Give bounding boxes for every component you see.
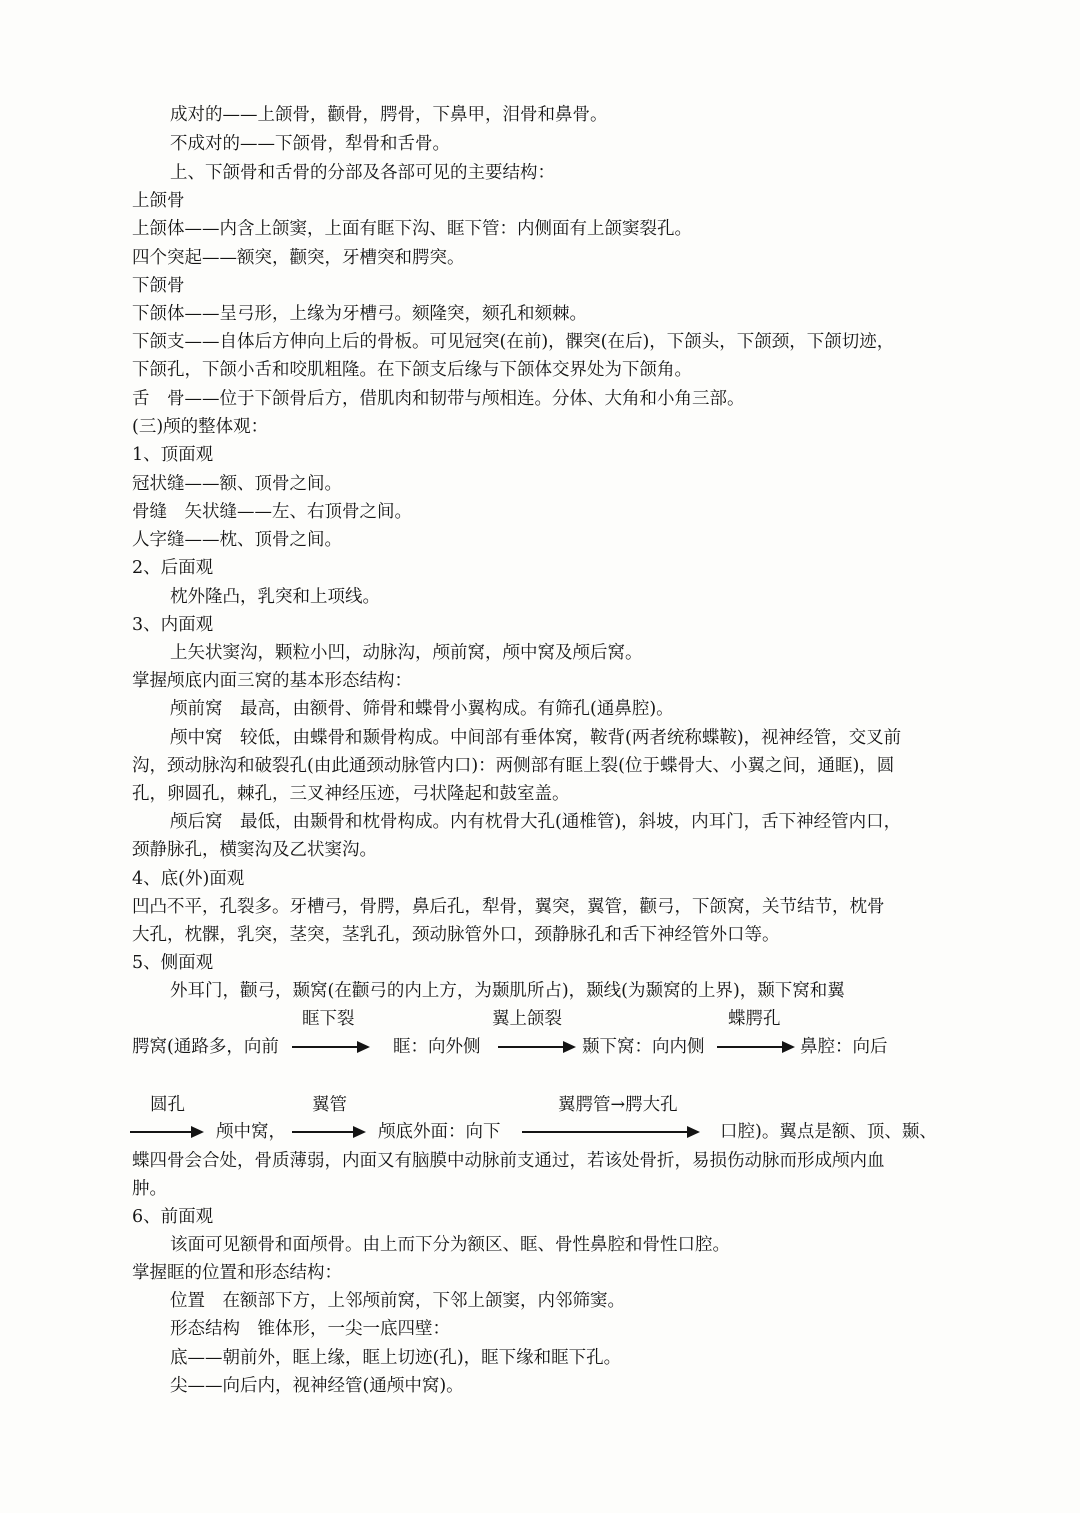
text-line: 上矢状窦沟，颗粒小凹，动脉沟，颅前窝，颅中窝及颅后窝。 xyxy=(170,643,643,663)
text-line: 该面可见额骨和面颅骨。由上而下分为额区、眶、骨性鼻腔和骨性口腔。 xyxy=(170,1235,730,1255)
arrow-label: 翼上颌裂 xyxy=(492,1009,562,1029)
text-line: 颅中窝 较低，由蝶骨和颞骨构成。中间部有垂体窝，鞍背(两者统称蝶鞍)，视神经管，交叉前 xyxy=(170,728,902,748)
text-line: 底——朝前外，眶上缘，眶上切迹(孔)，眶下缘和眶下孔。 xyxy=(170,1348,622,1368)
text-line: 颞下窝：向内侧 xyxy=(582,1037,705,1057)
section-heading: 1、顶面观 xyxy=(132,445,214,465)
arrow-label: 蝶腭孔 xyxy=(728,1009,781,1029)
text-line: 位置 在额部下方，上邻颅前窝，下邻上颌窦，内邻筛窦。 xyxy=(170,1291,625,1311)
text-line: 孔，卵圆孔，棘孔，三叉神经压迹，弓状隆起和鼓室盖。 xyxy=(132,784,570,804)
right-arrow xyxy=(522,1131,698,1133)
text-line: 外耳门，颧弓，颞窝(在颧弓的内上方，为颞肌所占)，颞线(为颞窝的上界)，颞下窝和翼 xyxy=(170,981,845,1001)
text-line: 枕外隆凸，乳突和上项线。 xyxy=(170,587,380,607)
text-line: 颈静脉孔，横窦沟及乙状窦沟。 xyxy=(132,840,377,860)
text-line: 凹凸不平，孔裂多。牙槽弓，骨腭，鼻后孔，犁骨，翼突，翼管，颧弓，下颌窝，关节结节，枕骨 xyxy=(132,897,885,917)
right-arrow xyxy=(498,1046,574,1048)
text-line: 掌握眶的位置和形态结构： xyxy=(132,1263,342,1283)
text-line: 肿。 xyxy=(132,1179,167,1199)
text-line: 冠状缝——额、顶骨之间。 xyxy=(132,474,342,494)
section-heading: 4、底(外)面观 xyxy=(132,869,245,889)
section-heading: (三)颅的整体观： xyxy=(132,417,269,437)
text-line: 大孔，枕髁，乳突，茎突，茎乳孔，颈动脉管外口，颈静脉孔和舌下神经管外口等。 xyxy=(132,925,780,945)
section-heading: 下颌骨 xyxy=(132,276,185,296)
text-line: 鼻腔：向后 xyxy=(800,1037,888,1057)
text-line: 蝶四骨会合处，骨质薄弱，内面又有脑膜中动脉前支通过，若该处骨折，易损伤动脉而形成颅内血 xyxy=(132,1151,885,1171)
text-line: 上颌体——内含上颌窦，上面有眶下沟、眶下管：内侧面有上颌窦裂孔。 xyxy=(132,219,692,239)
section-heading: 2、后面观 xyxy=(132,558,214,578)
right-arrow xyxy=(717,1046,793,1048)
arrow-label: 翼管 xyxy=(312,1095,347,1115)
text-line: 口腔)。翼点是额、顶、颞、 xyxy=(720,1122,937,1142)
arrow-label: 圆孔 xyxy=(150,1095,185,1115)
text-line: 沟，颈动脉沟和破裂孔(由此通颈动脉管内口)：两侧部有眶上裂(位于蝶骨大、小翼之间，通眶)，圆 xyxy=(132,756,895,776)
right-arrow xyxy=(292,1131,364,1133)
text-line: 不成对的——下颌骨，犁骨和舌骨。 xyxy=(170,134,450,154)
right-arrow xyxy=(292,1046,368,1048)
text-line: 尖——向后内，视神经管(通颅中窝)。 xyxy=(170,1376,464,1396)
text-line: 颅前窝 最高，由额骨、筛骨和蝶骨小翼构成。有筛孔(通鼻腔)。 xyxy=(170,699,674,719)
text-line: 下颌孔，下颌小舌和咬肌粗隆。在下颌支后缘与下颌体交界处为下颌角。 xyxy=(132,360,692,380)
text-line: 上、下颌骨和舌骨的分部及各部可见的主要结构： xyxy=(170,163,555,183)
text-line: 人字缝——枕、顶骨之间。 xyxy=(132,530,342,550)
text-line: 四个突起——额突，颧突，牙槽突和腭突。 xyxy=(132,248,465,268)
text-line: 骨缝 矢状缝——左、右顶骨之间。 xyxy=(132,502,412,522)
section-heading: 上颌骨 xyxy=(132,191,185,211)
arrow-label: 眶下裂 xyxy=(302,1009,355,1029)
text-line: 颅后窝 最低，由颞骨和枕骨构成。内有枕骨大孔(通椎管)，斜坡，内耳门，舌下神经管内口， xyxy=(170,812,902,832)
arrow-label: 翼腭管→腭大孔 xyxy=(558,1095,678,1115)
section-heading: 5、侧面观 xyxy=(132,953,214,973)
right-arrow xyxy=(130,1131,202,1133)
text-line: 掌握颅底内面三窝的基本形态结构： xyxy=(132,671,412,691)
text-line: 颅中窝， xyxy=(216,1122,286,1142)
text-line: 眶：向外侧 xyxy=(393,1037,481,1057)
text-line: 成对的——上颌骨，颧骨，腭骨，下鼻甲，泪骨和鼻骨。 xyxy=(170,105,608,125)
text-line: 下颌支——自体后方伸向上后的骨板。可见冠突(在前)，髁突(在后)，下颌头，下颌颈，下颌切迹， xyxy=(132,332,895,352)
section-heading: 3、内面观 xyxy=(132,615,214,635)
text-line: 形态结构 锥体形，一尖一底四壁： xyxy=(170,1319,450,1339)
text-line: 腭窝(通路多，向前 xyxy=(132,1037,279,1057)
text-line: 舌 骨——位于下颌骨后方，借肌肉和韧带与颅相连。分体、大角和小角三部。 xyxy=(132,389,745,409)
text-line: 下颌体——呈弓形，上缘为牙槽弓。颏隆突，颏孔和颏棘。 xyxy=(132,304,587,324)
text-line: 颅底外面：向下 xyxy=(378,1122,501,1142)
section-heading: 6、前面观 xyxy=(132,1207,214,1227)
